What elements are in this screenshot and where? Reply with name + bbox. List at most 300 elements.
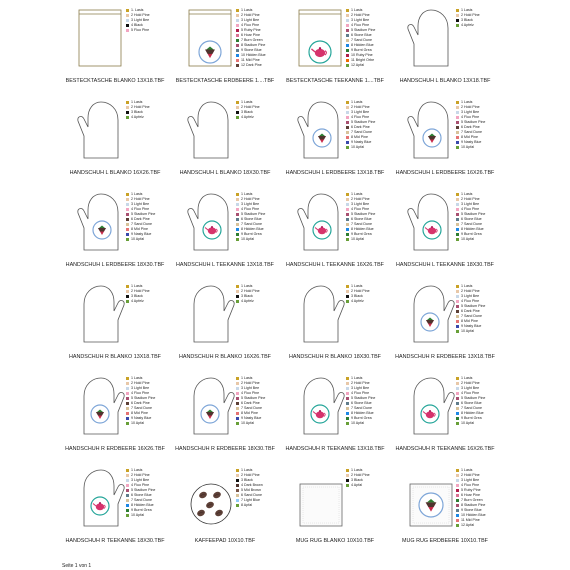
thread-swatch — [346, 14, 349, 17]
legend-item — [456, 376, 498, 380]
thread-swatch — [346, 474, 349, 477]
design-preview — [186, 192, 236, 252]
thread-label: 7 Sand Dune — [351, 130, 372, 135]
legend-item — [456, 140, 498, 144]
design-preview — [406, 100, 456, 160]
legend-item — [236, 58, 278, 62]
design-caption: HANDSCHUH R BLANKO 13X18.TBF — [69, 354, 161, 360]
legend-item — [456, 202, 498, 206]
legend-item — [346, 416, 388, 420]
thread-swatch — [456, 116, 459, 119]
thread-label: 3 Black — [241, 294, 253, 299]
legend-item — [126, 401, 168, 405]
thread-label: 1 Lasis — [351, 8, 363, 13]
thread-label: 8 Hidden Blue — [351, 43, 374, 48]
design-preview — [76, 468, 126, 528]
thread-swatch — [126, 218, 129, 221]
thread-swatch — [346, 469, 349, 472]
legend-item — [456, 120, 498, 124]
thread-swatch — [236, 49, 239, 52]
legend-item — [346, 294, 388, 298]
thread-swatch — [346, 203, 349, 206]
thread-swatch — [126, 407, 129, 410]
thread-swatch — [346, 9, 349, 12]
legend-item — [346, 140, 388, 144]
design-preview — [406, 192, 456, 252]
design-preview — [406, 468, 456, 528]
legend-item — [456, 207, 498, 211]
legend-item — [346, 401, 388, 405]
legend-item — [236, 406, 278, 410]
design-tile — [170, 372, 280, 464]
thread-swatch — [126, 106, 129, 109]
thread-swatch — [456, 489, 459, 492]
thread-label: 9 Burnt Grea — [461, 232, 482, 237]
thread-label: 7 Burn Green — [241, 38, 263, 43]
legend-item — [126, 488, 168, 492]
legend-item — [126, 237, 168, 241]
legend-item — [126, 498, 168, 502]
thread-label: 5 Mid Brown — [241, 488, 261, 493]
thread-label: 9 Nasty Blue — [461, 324, 482, 329]
design-preview — [296, 376, 346, 436]
legend-item — [456, 319, 498, 323]
thread-label: 4 Fluo Pine — [461, 115, 480, 120]
design-tile — [390, 188, 500, 280]
thread-label: 3 Light Bee — [461, 386, 480, 391]
thread-label: 3 Black — [351, 294, 363, 299]
thread-label: 7 Sand Dune — [461, 314, 482, 319]
design-tile — [60, 280, 170, 372]
legend-item — [236, 381, 278, 385]
thread-label: 10 Apfal — [131, 421, 144, 426]
mitt-outline — [78, 102, 118, 158]
design-caption: HANDSCHUH R TEEKANNE 18X30.TBF — [65, 538, 165, 544]
thread-swatch — [236, 233, 239, 236]
page-footer: Seite 1 von 1 — [62, 563, 92, 569]
thread-label: 1. Lasis — [131, 8, 144, 13]
legend-item — [346, 212, 388, 216]
design-caption: HANDSCHUH L ERDBEERE 13X18.TBF — [285, 170, 385, 176]
thread-swatch — [126, 479, 129, 482]
thread-swatch — [346, 223, 349, 226]
legend-item — [236, 493, 278, 497]
thread-swatch — [456, 387, 459, 390]
thread-swatch — [126, 285, 129, 288]
thread-swatch — [236, 238, 239, 241]
thread-swatch — [346, 121, 349, 124]
thread-label: 6 Stone Blue — [351, 217, 372, 222]
thread-swatch — [126, 377, 129, 380]
thread-swatch — [346, 141, 349, 144]
thread-swatch — [236, 101, 239, 104]
design-caption: HANDSCHUH L TEEKANNE 16X26.TBF — [286, 262, 384, 268]
thread-swatch — [456, 213, 459, 216]
thread-label: 4 Fluo Pine — [241, 391, 260, 396]
legend-item — [456, 110, 498, 114]
thread-swatch — [346, 479, 349, 482]
design-caption: BESTECKTASCHE TEEKANNE 1....TBF — [286, 78, 384, 84]
thread-swatch — [236, 417, 239, 420]
thread-swatch — [456, 504, 459, 507]
legend-item — [236, 503, 278, 507]
thread-label: 3 Light Bee — [241, 18, 260, 23]
legend-item — [346, 28, 388, 32]
thread-swatch — [236, 24, 239, 27]
thread-swatch — [126, 233, 129, 236]
thread-swatch — [236, 64, 239, 67]
thread-swatch — [346, 198, 349, 201]
design-tile — [60, 464, 170, 556]
thread-swatch — [236, 377, 239, 380]
thread-label: 4 Apfal — [351, 483, 362, 488]
thread-label: 6 Stone Blue — [131, 493, 152, 498]
thread-label: 9 Nasty Blue — [131, 232, 152, 237]
thread-swatch — [236, 290, 239, 293]
legend-item — [126, 284, 168, 288]
thread-swatch — [456, 417, 459, 420]
thread-label: 3 Light Bee — [351, 202, 370, 207]
thread-label: 10 Apfal — [461, 329, 474, 334]
thread-label: 6 Stone Blue — [351, 33, 372, 38]
thread-swatch — [456, 126, 459, 129]
legend-item — [456, 145, 498, 149]
thread-label: 2 Hold Pine — [131, 13, 150, 18]
thread-swatch — [346, 131, 349, 134]
thread-label: 4 Dark Brown — [241, 483, 263, 488]
thread-swatch — [456, 19, 459, 22]
thread-label: 1 Lasis — [351, 284, 363, 289]
thread-label: 2 Hold Pine — [351, 197, 370, 202]
legend-item — [456, 232, 498, 236]
thread-label: 4 Fluo Pine — [351, 207, 370, 212]
thread-label: 6 Stone Blue — [241, 217, 262, 222]
thread-label: 8 Mid Pine — [241, 411, 258, 416]
legend-item — [126, 105, 168, 109]
legend-item — [346, 48, 388, 52]
thread-swatch — [126, 484, 129, 487]
thread-label: 2 Hold Pine — [461, 473, 480, 478]
thread-swatch — [236, 19, 239, 22]
legend-item — [126, 468, 168, 472]
legend-item — [346, 237, 388, 241]
thread-label: 2 Hold Pine — [351, 289, 370, 294]
legend-item — [126, 396, 168, 400]
legend-item — [126, 513, 168, 517]
legend-item — [456, 212, 498, 216]
thread-swatch — [126, 203, 129, 206]
thread-swatch — [456, 469, 459, 472]
legend-item — [236, 421, 278, 425]
teapot-icon — [96, 503, 104, 510]
thread-swatch — [126, 489, 129, 492]
legend-item — [346, 130, 388, 134]
thread-label: 1 Lasis — [131, 468, 143, 473]
legend-item — [346, 376, 388, 380]
mitt-outline — [84, 286, 124, 342]
thread-label: 6 Dark Pine — [241, 401, 260, 406]
thread-label: 8 Mid Pine — [461, 319, 478, 324]
thread-swatch — [456, 509, 459, 512]
thread-swatch — [456, 325, 459, 328]
thread-legend — [346, 376, 388, 425]
thread-swatch — [456, 208, 459, 211]
thread-label: 3 Light Bee — [241, 202, 260, 207]
thread-swatch — [456, 407, 459, 410]
thread-label: 3 Light Bee — [351, 386, 370, 391]
thread-swatch — [236, 34, 239, 37]
thread-label: 5 Stadium Pine — [351, 212, 376, 217]
legend-item — [236, 237, 278, 241]
thread-label: 9 Burnt Grea — [351, 48, 372, 53]
thread-label: 8 Hidden Blue — [351, 227, 374, 232]
thread-swatch — [456, 315, 459, 318]
legend-item — [346, 125, 388, 129]
thread-swatch — [346, 106, 349, 109]
thread-label: 8 Apfal — [241, 503, 252, 508]
thread-label: 8 Mid Pine — [351, 135, 368, 140]
legend-item — [126, 381, 168, 385]
legend-item — [126, 232, 168, 236]
legend-item — [456, 299, 498, 303]
legend-item — [236, 498, 278, 502]
thread-legend — [236, 100, 278, 119]
legend-item — [236, 299, 278, 303]
thread-label: 9 Nasty Blue — [131, 416, 152, 421]
design-caption: HANDSCHUH L TEEKANNE 13X18.TBF — [176, 262, 274, 268]
thread-label: 3 Light Bee — [461, 478, 480, 483]
legend-item — [456, 508, 498, 512]
legend-item — [346, 227, 388, 231]
thread-label: 8 Mid Pine — [461, 135, 478, 140]
thread-swatch — [346, 49, 349, 52]
legend-item — [236, 217, 278, 221]
thread-legend — [126, 100, 168, 119]
thread-legend — [346, 284, 388, 303]
legend-item — [126, 8, 168, 12]
design-caption: MUG RUG BLANKO 10X10.TBF — [295, 538, 375, 544]
thread-label: 5 Stadium Pine — [461, 212, 486, 217]
legend-item — [456, 518, 498, 522]
thread-swatch — [236, 213, 239, 216]
thread-swatch — [126, 499, 129, 502]
thread-swatch — [126, 116, 129, 119]
thread-label: 3 Light Bee — [351, 18, 370, 23]
mitt-outline — [304, 286, 344, 342]
thread-label: 2 Hold Pine — [241, 381, 260, 386]
thread-legend — [126, 468, 168, 517]
thread-label: 6 Sand Dune — [241, 493, 262, 498]
thread-swatch — [346, 412, 349, 415]
thread-swatch — [456, 193, 459, 196]
thread-swatch — [456, 111, 459, 114]
thread-label: 2 Hold Pine — [131, 105, 150, 110]
thread-label: 6 Dark Pine — [131, 217, 150, 222]
thread-label: 4 Apfelz — [461, 23, 474, 28]
design-caption: HANDSCHUH R TEEKANNE 16X26.TBF — [395, 446, 495, 452]
thread-swatch — [236, 29, 239, 32]
thread-label: 3 Black — [131, 294, 143, 299]
thread-swatch — [126, 290, 129, 293]
thread-swatch — [236, 54, 239, 57]
thread-label: 9 Stone Blue — [461, 508, 482, 513]
thread-label: 1 Lasis — [131, 284, 143, 289]
design-grid — [60, 4, 500, 560]
design-tile — [390, 464, 500, 556]
thread-label: 4 Apfelz — [131, 299, 144, 304]
rug-outline — [300, 484, 342, 526]
legend-item — [236, 43, 278, 47]
teapot-icon — [316, 411, 324, 418]
legend-item — [236, 222, 278, 226]
legend-item — [456, 468, 498, 472]
legend-item — [456, 523, 498, 527]
design-caption: BESTECKTASCHE BLANKO 13X18.TBF — [65, 78, 165, 84]
design-caption: HANDSCHUH R BLANKO 18X30.TBF — [289, 354, 381, 360]
legend-item — [126, 18, 168, 22]
design-preview — [186, 8, 236, 68]
thread-swatch — [126, 14, 129, 17]
legend-item — [346, 58, 388, 62]
thread-label: 7 Sand Dune — [131, 222, 152, 227]
thread-swatch — [456, 9, 459, 12]
thread-label: 1 Lasis — [351, 376, 363, 381]
legend-item — [456, 473, 498, 477]
thread-label: 4 Apfelz — [351, 299, 364, 304]
legend-item — [126, 227, 168, 231]
design-caption: HANDSCHUH L ERDBEERE 18X30.TBF — [65, 262, 165, 268]
thread-label: 4 Fluo Pine — [461, 207, 480, 212]
thread-swatch — [456, 382, 459, 385]
thread-swatch — [236, 397, 239, 400]
thread-label: 12 Apfal — [351, 63, 364, 68]
thread-label: 2 Hold Pine — [461, 381, 480, 386]
legend-item — [456, 135, 498, 139]
thread-label: 4 Fluo Pine — [351, 23, 370, 28]
legend-item — [346, 18, 388, 22]
thread-legend — [346, 100, 388, 149]
thread-label: 5 Ruby Pine — [241, 28, 261, 33]
legend-item — [346, 478, 388, 482]
thread-swatch — [346, 387, 349, 390]
thread-label: 4 Apfelz — [131, 115, 144, 120]
thread-swatch — [346, 126, 349, 129]
thread-legend — [236, 192, 278, 241]
thread-swatch — [456, 499, 459, 502]
legend-item — [456, 18, 498, 22]
legend-item — [236, 110, 278, 114]
thread-label: 10 Apfal — [241, 421, 254, 426]
thread-label: 6 Dark Pine — [461, 309, 480, 314]
thread-swatch — [456, 300, 459, 303]
thread-label: 1 Lasis — [461, 192, 473, 197]
thread-label: 3 Light Bee — [131, 18, 150, 23]
design-tile — [170, 464, 280, 556]
thread-label: 2 Hold Pine — [461, 289, 480, 294]
thread-label: 1 Lasis — [131, 376, 143, 381]
thread-label: 1 Lasis — [131, 100, 143, 105]
thread-swatch — [346, 64, 349, 67]
thread-swatch — [456, 218, 459, 221]
design-tile — [280, 4, 390, 96]
thread-legend — [126, 284, 168, 303]
legend-item — [126, 508, 168, 512]
thread-label: 1 Lasis — [461, 100, 473, 105]
thread-swatch — [346, 422, 349, 425]
legend-item — [126, 217, 168, 221]
legend-item — [346, 483, 388, 487]
legend-item — [126, 197, 168, 201]
thread-swatch — [236, 474, 239, 477]
thread-swatch — [346, 285, 349, 288]
legend-item — [346, 217, 388, 221]
legend-item — [126, 289, 168, 293]
thread-label: 3 Light Bee — [461, 294, 480, 299]
legend-item — [236, 212, 278, 216]
legend-item — [456, 309, 498, 313]
thread-label: 2 Hold Pine — [241, 105, 260, 110]
thread-swatch — [126, 29, 129, 32]
thread-swatch — [236, 111, 239, 114]
thread-label: 3 Black — [131, 110, 143, 115]
legend-item — [346, 43, 388, 47]
thread-swatch — [236, 193, 239, 196]
legend-item — [346, 396, 388, 400]
bag-outline — [79, 10, 121, 66]
thread-swatch — [236, 300, 239, 303]
legend-item — [456, 314, 498, 318]
design-preview — [76, 100, 126, 160]
thread-label: 1 Lasis — [241, 284, 253, 289]
thread-swatch — [236, 228, 239, 231]
thread-label: 10 Hidden Blue — [241, 53, 266, 58]
thread-swatch — [456, 474, 459, 477]
thread-swatch — [236, 469, 239, 472]
design-tile — [280, 188, 390, 280]
thread-label: 1 Lasis — [461, 284, 473, 289]
thread-label: 5 Stadium Pine — [461, 304, 486, 309]
thread-swatch — [346, 417, 349, 420]
thread-label: 8 Hidden Blue — [241, 227, 264, 232]
thread-label: 9 Burnt Grea — [351, 232, 372, 237]
thread-swatch — [236, 494, 239, 497]
thread-legend — [236, 8, 278, 67]
legend-item — [346, 473, 388, 477]
design-preview — [186, 100, 236, 160]
legend-item — [236, 468, 278, 472]
thread-swatch — [126, 238, 129, 241]
design-preview — [406, 8, 456, 68]
thread-label: 5 Stadium Pine — [131, 212, 156, 217]
legend-item — [236, 227, 278, 231]
thread-label: 1 Lasis — [351, 100, 363, 105]
thread-swatch — [236, 407, 239, 410]
thread-swatch — [236, 208, 239, 211]
legend-item — [346, 53, 388, 57]
thread-swatch — [456, 203, 459, 206]
thread-swatch — [346, 402, 349, 405]
thread-swatch — [236, 59, 239, 62]
legend-item — [236, 294, 278, 298]
legend-item — [456, 115, 498, 119]
thread-label: 4 Fluo Pine — [461, 391, 480, 396]
thread-label: 10 Apfal — [351, 145, 364, 150]
thread-swatch — [346, 295, 349, 298]
legend-item — [126, 222, 168, 226]
thread-swatch — [236, 412, 239, 415]
thread-swatch — [126, 417, 129, 420]
thread-swatch — [456, 377, 459, 380]
